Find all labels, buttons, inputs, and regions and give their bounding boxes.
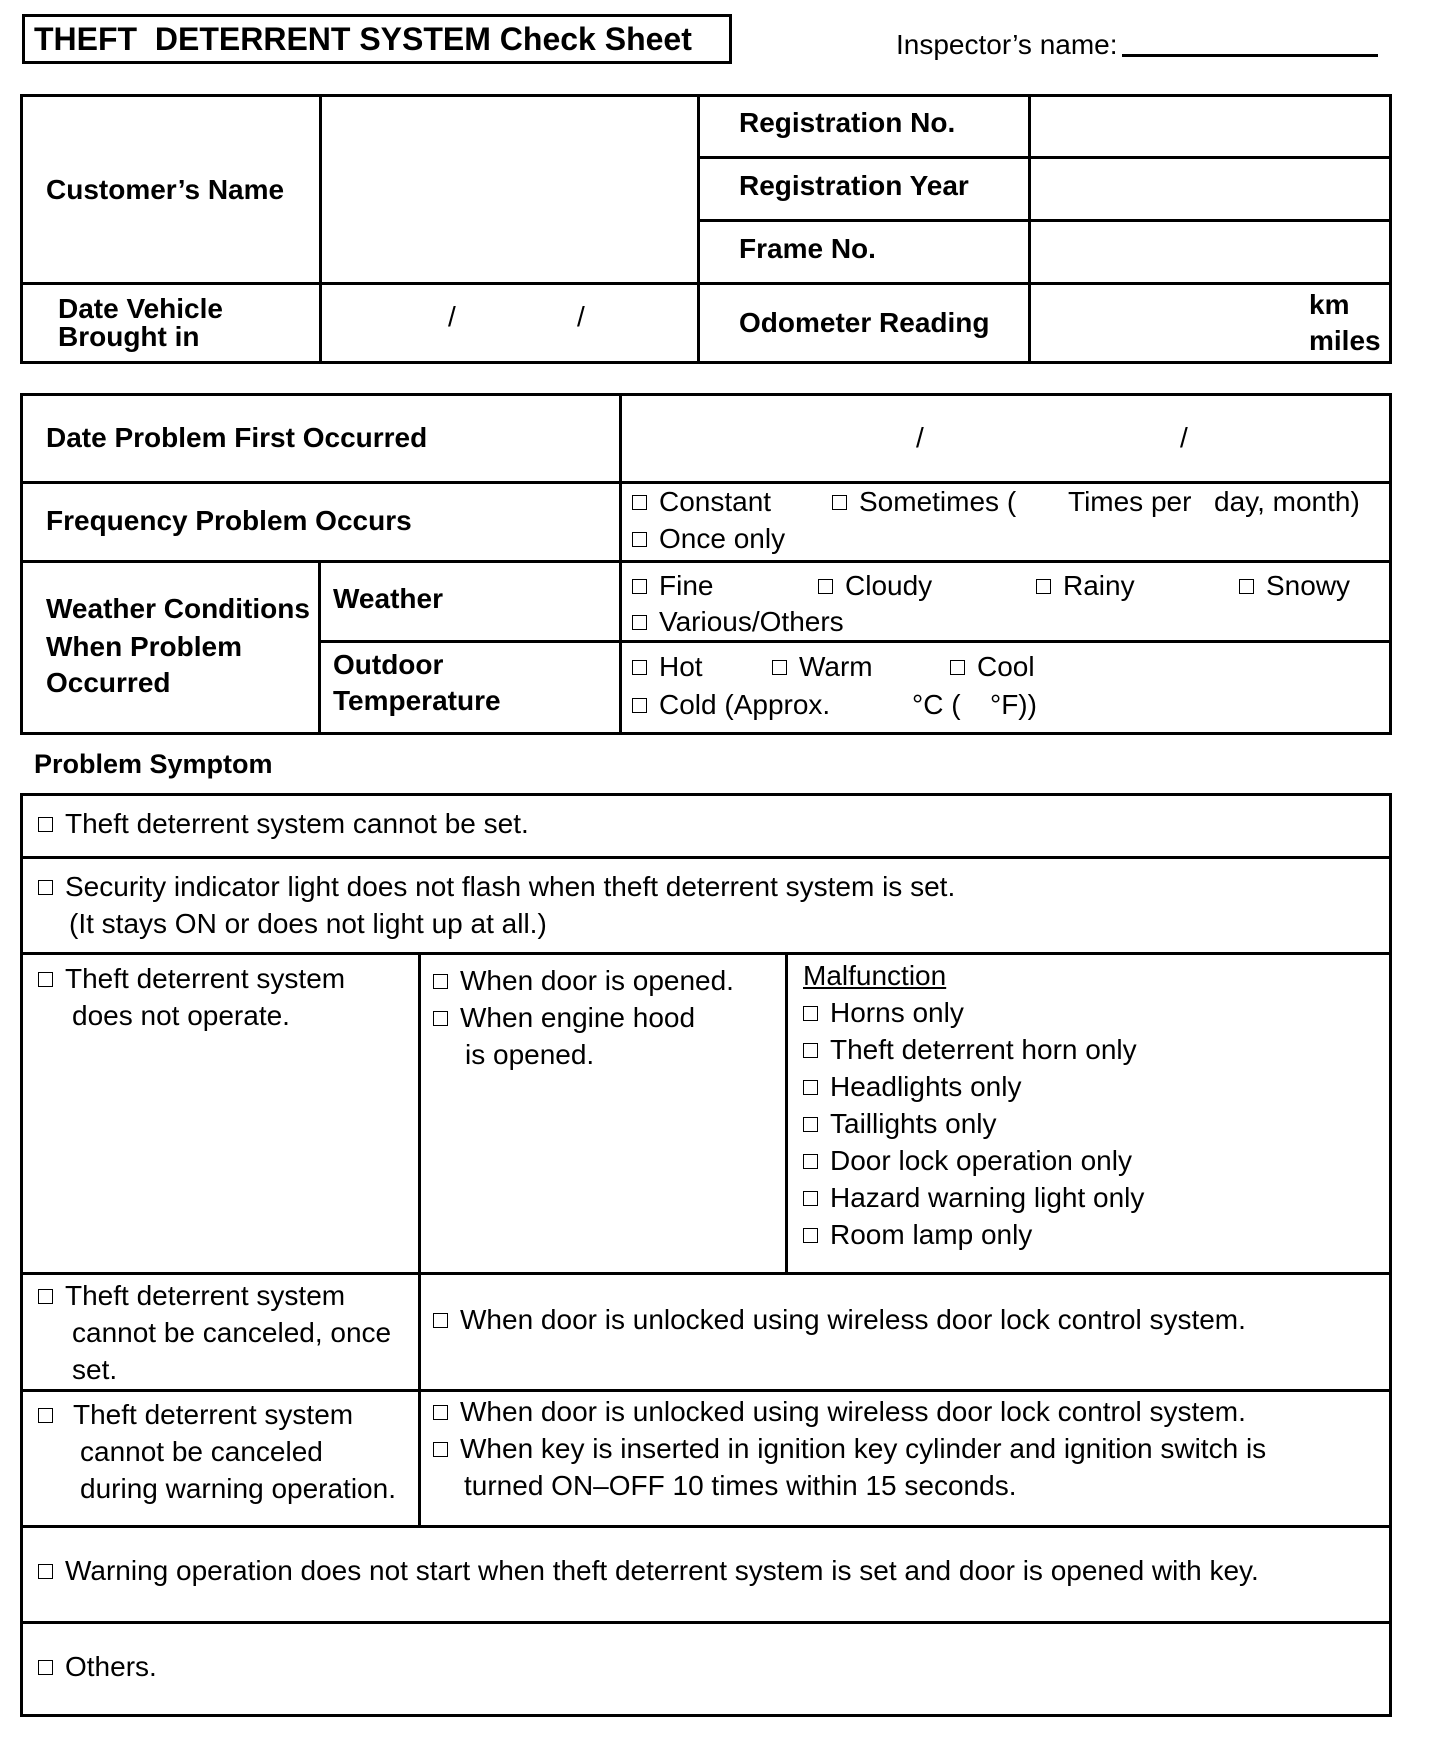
checkbox[interactable] [38, 1660, 53, 1675]
cond-wireless-unlock[interactable]: When door is unlocked using wireless door lock control system. [433, 1301, 1246, 1338]
weather-cond-label-line3: Occurred [46, 667, 171, 698]
date-separator: / [577, 301, 585, 332]
checkbox[interactable] [803, 1117, 818, 1132]
divider [20, 1525, 1392, 1528]
symptom-indicator-note: (It stays ON or does not light up at all.) [69, 908, 547, 939]
divider [20, 560, 1392, 563]
date-separator: / [448, 301, 456, 332]
date-separator: / [1180, 422, 1188, 453]
divider [318, 640, 1392, 643]
weather-fine-option[interactable]: Fine [632, 567, 713, 604]
date-brought-label-line2: Brought in [58, 321, 200, 352]
malfunction-item[interactable]: Headlights only [803, 1068, 1021, 1105]
cond-ignition-cycle-line2: turned ON–OFF 10 times within 15 seconds. [464, 1470, 1017, 1501]
checkbox[interactable] [803, 1080, 818, 1095]
registration-no-label: Registration No. [739, 107, 956, 138]
checkbox[interactable] [632, 698, 647, 713]
freq-day-month: day, month) [1214, 486, 1360, 517]
checkbox[interactable] [803, 1228, 818, 1243]
malfunction-item[interactable]: Hazard warning light only [803, 1179, 1144, 1216]
checkbox[interactable] [950, 660, 965, 675]
malfunction-item[interactable]: Horns only [803, 994, 964, 1031]
divider [785, 952, 788, 1274]
freq-sometimes-option[interactable]: Sometimes ( [832, 483, 1016, 520]
cond-hood-opened[interactable]: When engine hood [433, 999, 695, 1036]
malfunction-item[interactable]: Room lamp only [803, 1216, 1032, 1253]
checkbox[interactable] [38, 817, 53, 832]
problem-symptom-title: Problem Symptom [34, 749, 273, 779]
cond-wireless-unlock[interactable]: When door is unlocked using wireless door lock control system. [433, 1393, 1246, 1430]
weather-rainy-option[interactable]: Rainy [1036, 567, 1135, 604]
frame-no-field[interactable] [1031, 222, 1389, 282]
date-separator: / [916, 422, 924, 453]
checkbox[interactable] [632, 660, 647, 675]
malfunction-item[interactable]: Taillights only [803, 1105, 997, 1142]
weather-cond-label-line2: When Problem [46, 631, 243, 662]
temp-cool-option[interactable]: Cool [950, 648, 1035, 685]
date-brought-label-line1: Date Vehicle [58, 293, 223, 324]
outdoor-label-line2: Temperature [333, 685, 501, 716]
temp-celsius: °C ( [912, 689, 961, 720]
outdoor-label-line1: Outdoor [333, 649, 444, 680]
temp-fahrenheit: °F)) [990, 689, 1037, 720]
temp-warm-option[interactable]: Warm [772, 648, 873, 685]
checkbox[interactable] [433, 1011, 448, 1026]
checkbox[interactable] [38, 1408, 53, 1423]
malfunction-item[interactable]: Theft deterrent horn only [803, 1031, 1137, 1068]
cond-door-opened[interactable]: When door is opened. [433, 962, 734, 999]
divider [20, 1272, 1392, 1275]
divider [697, 94, 700, 364]
customer-name-field[interactable] [322, 97, 697, 282]
unit-km: km [1309, 289, 1350, 320]
customer-name-label: Customer’s Name [46, 174, 285, 205]
checkbox[interactable] [433, 1442, 448, 1457]
checkbox[interactable] [632, 615, 647, 630]
checkbox[interactable] [803, 1191, 818, 1206]
malfunction-item[interactable]: Door lock operation only [803, 1142, 1132, 1179]
checkbox[interactable] [38, 972, 53, 987]
symptom-cancel-once[interactable]: Theft deterrent system [38, 1277, 345, 1314]
divider [20, 856, 1392, 859]
frame-no-label: Frame No. [739, 233, 876, 264]
malfunction-title: Malfunction [803, 960, 947, 991]
freq-once-option[interactable]: Once only [632, 520, 785, 557]
checkbox[interactable] [38, 1289, 53, 1304]
checkbox[interactable] [818, 579, 833, 594]
registration-year-label: Registration Year [739, 170, 969, 201]
freq-times-per: Times per [1068, 486, 1192, 517]
symptom-cancel-warning-line3: during warning operation. [80, 1473, 396, 1504]
checkbox[interactable] [38, 1564, 53, 1579]
divider [20, 1389, 1392, 1392]
checkbox[interactable] [803, 1043, 818, 1058]
date-brought-field[interactable] [322, 285, 697, 361]
checkbox[interactable] [803, 1006, 818, 1021]
divider [418, 952, 421, 1527]
date-first-label: Date Problem First Occurred [46, 422, 428, 453]
checkbox[interactable] [38, 880, 53, 895]
checkbox[interactable] [803, 1154, 818, 1169]
symptom-cancel-warning-line2: cannot be canceled [80, 1436, 323, 1467]
checkbox[interactable] [1036, 579, 1051, 594]
temp-cold-option[interactable]: Cold (Approx. [632, 686, 830, 723]
registration-no-field[interactable] [1031, 97, 1389, 156]
checkbox[interactable] [632, 579, 647, 594]
odometer-label: Odometer Reading [739, 307, 990, 338]
symptom-indicator[interactable]: Security indicator light does not flash when theft deterrent system is set. [38, 868, 955, 905]
checkbox[interactable] [433, 1313, 448, 1328]
weather-cloudy-option[interactable]: Cloudy [818, 567, 932, 604]
symptom-not-operate[interactable]: Theft deterrent system [38, 960, 345, 997]
freq-constant-option[interactable]: Constant [632, 483, 771, 520]
temp-hot-option[interactable]: Hot [632, 648, 703, 685]
frequency-label: Frequency Problem Occurs [46, 505, 412, 536]
symptom-not-operate-line2: does not operate. [72, 1000, 290, 1031]
weather-snowy-option[interactable]: Snowy [1239, 567, 1350, 604]
inspector-name-line[interactable] [1122, 54, 1378, 57]
divider [318, 560, 321, 735]
page-title: THEFT DETERRENT SYSTEM Check Sheet [34, 21, 692, 57]
symptom-others[interactable]: Others. [38, 1648, 157, 1685]
symptom-cannot-set[interactable]: Theft deterrent system cannot be set. [38, 805, 529, 842]
checkbox[interactable] [632, 532, 647, 547]
checkbox[interactable] [433, 1405, 448, 1420]
checkbox[interactable] [632, 495, 647, 510]
checkbox[interactable] [772, 660, 787, 675]
symptom-cancel-warning[interactable]: Theft deterrent system [38, 1396, 353, 1433]
checkbox[interactable] [832, 495, 847, 510]
cond-hood-opened-line2: is opened. [465, 1039, 595, 1070]
checkbox[interactable] [433, 974, 448, 989]
checkbox[interactable] [1239, 579, 1254, 594]
symptom-cancel-once-line3: set. [72, 1354, 118, 1385]
weather-various-option[interactable]: Various/Others [632, 603, 844, 640]
weather-label: Weather [333, 583, 443, 614]
divider [20, 1621, 1392, 1624]
cond-ignition-cycle[interactable]: When key is inserted in ignition key cylinder and ignition switch is [433, 1430, 1266, 1467]
divider [20, 952, 1392, 955]
symptom-warning-not-start[interactable]: Warning operation does not start when theft deterrent system is set and door is opened with key. [38, 1552, 1259, 1589]
symptom-cancel-once-line2: cannot be canceled, once [72, 1317, 392, 1348]
weather-cond-label-line1: Weather Conditions [46, 593, 310, 624]
divider [619, 393, 622, 735]
inspector-label: Inspector’s name: [896, 29, 1118, 60]
registration-year-field[interactable] [1031, 159, 1389, 219]
unit-miles: miles [1309, 325, 1381, 356]
